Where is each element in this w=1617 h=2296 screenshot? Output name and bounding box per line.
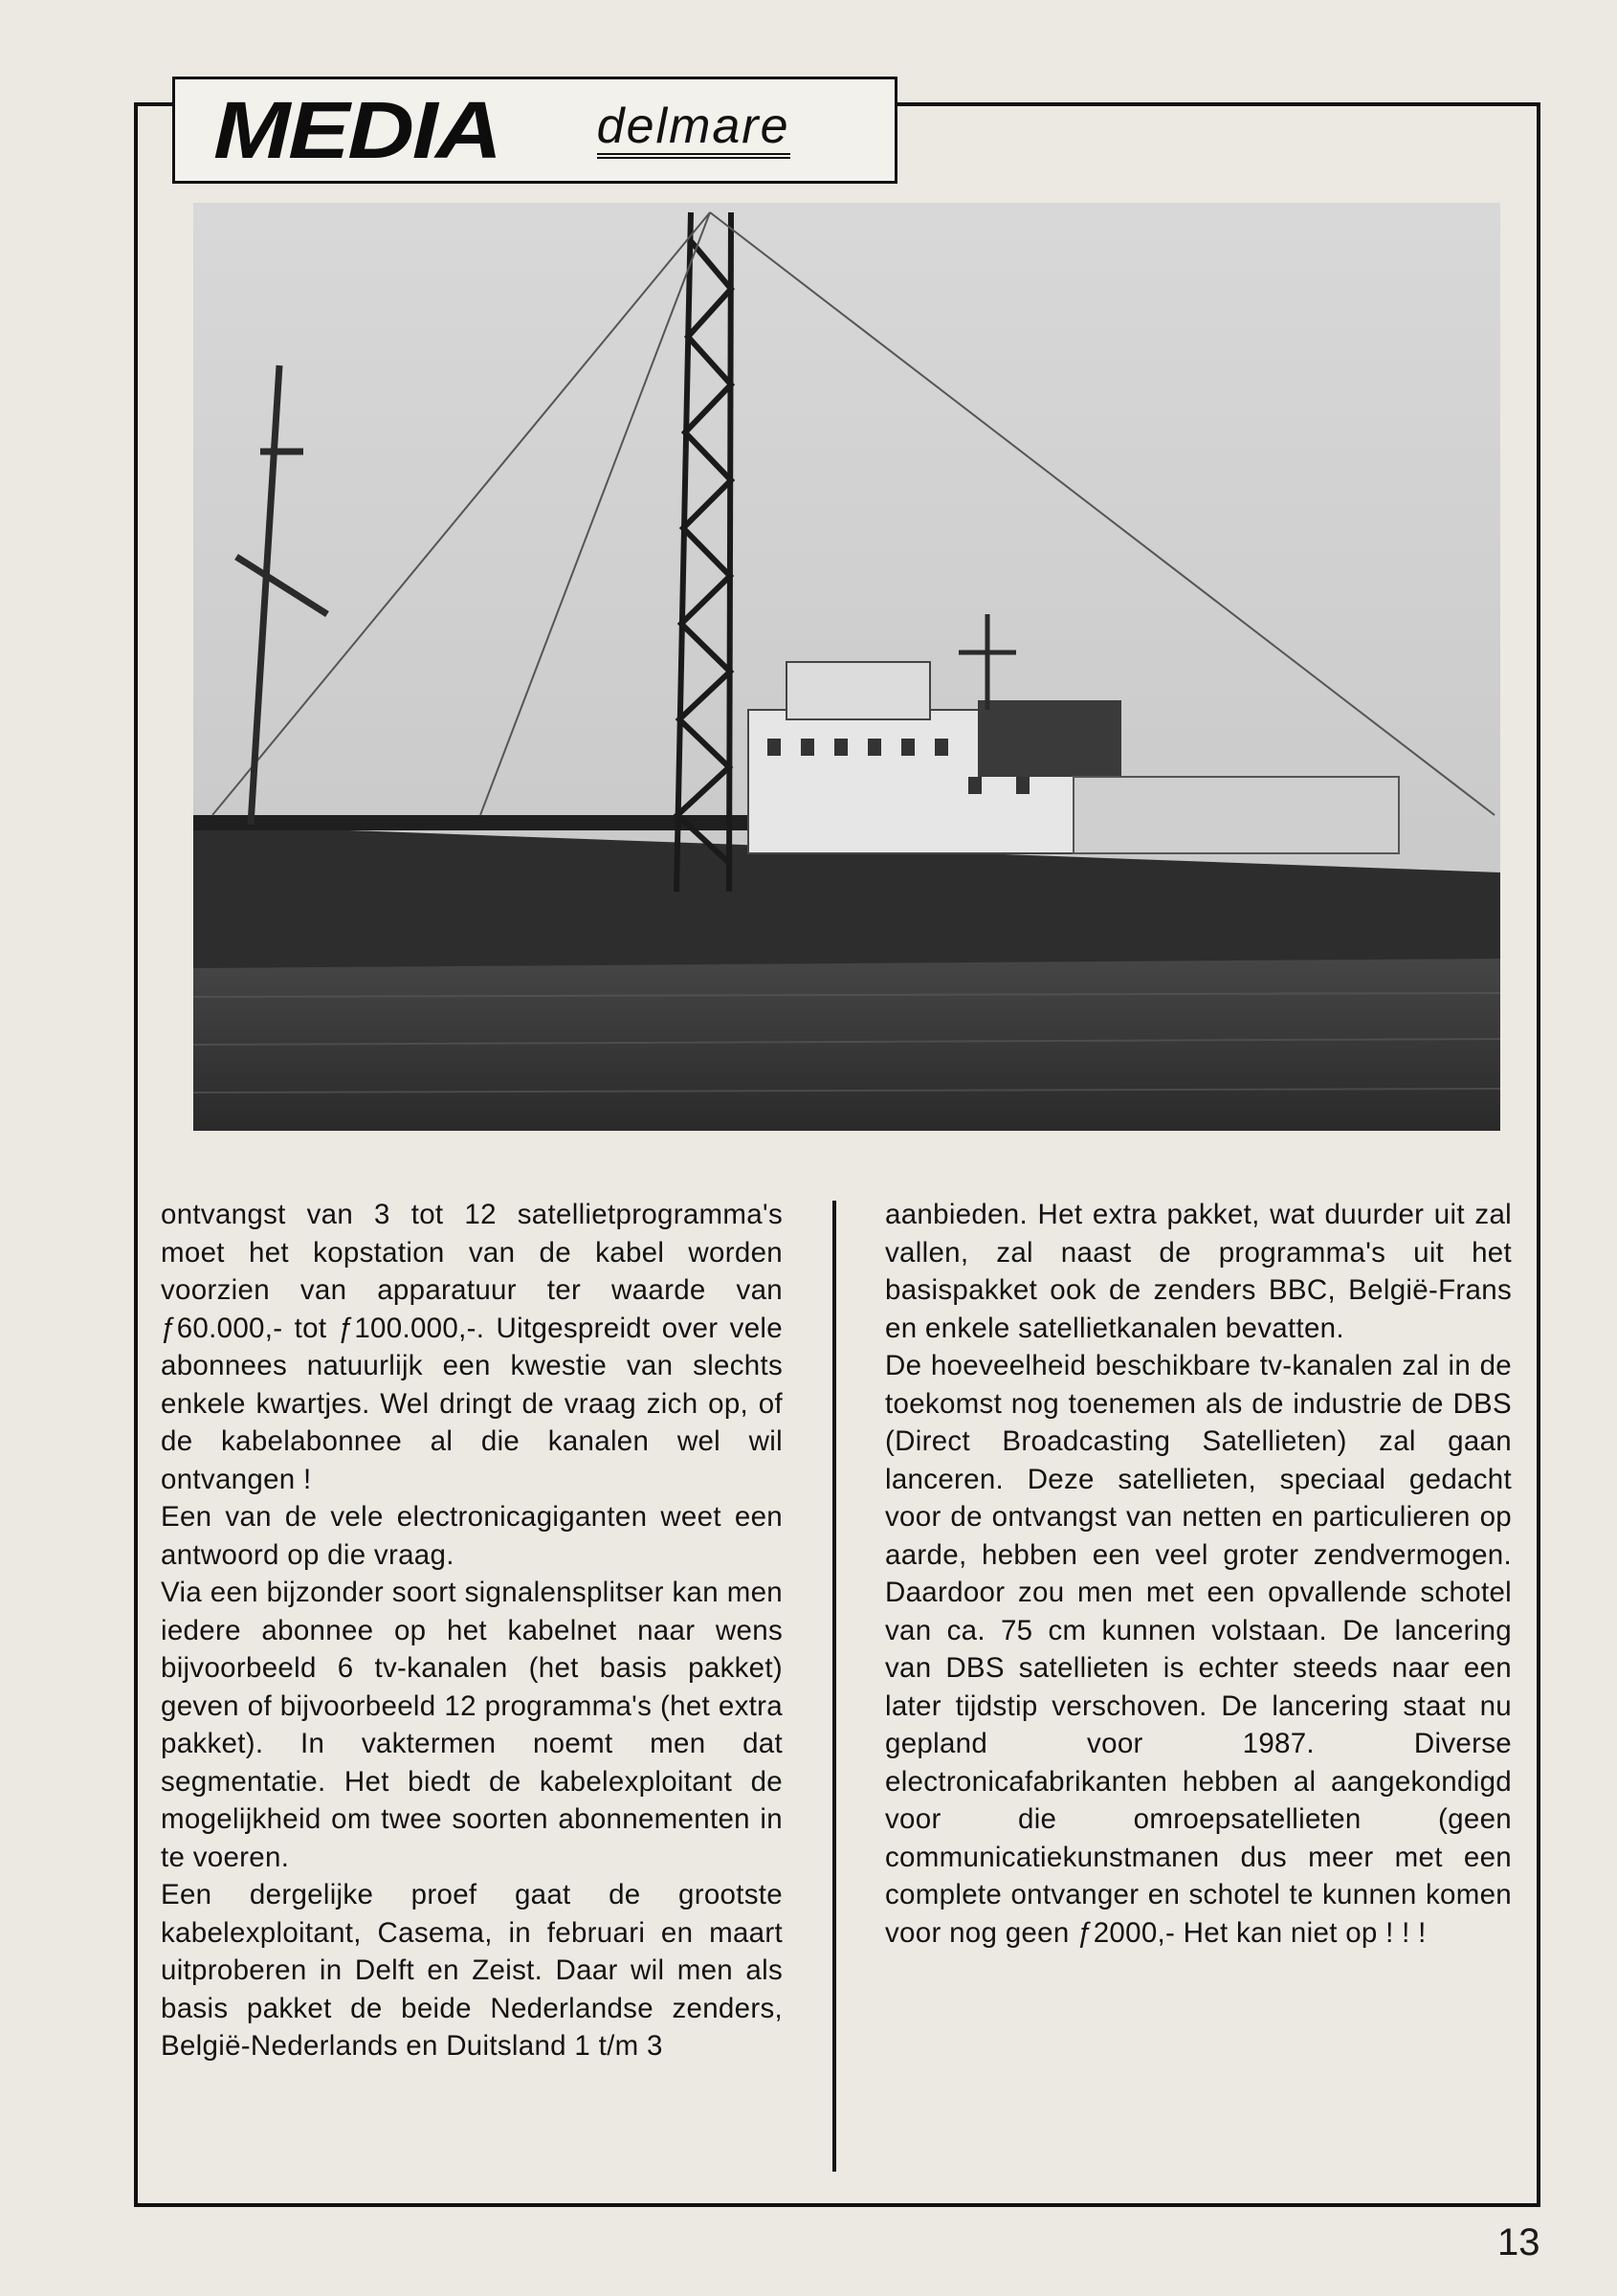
article-column-right bbox=[885, 1196, 1512, 1952]
paragraph: ontvangst van 3 tot 12 satellietprogramma's moet het kopstation van de kabel worden voorzien van apparatuur ter waarde van ƒ60.000,- tot ƒ100.000,-. Uitgespreidt over vele abonnees natuurlijk een kwestie van slechts enkele kwartjes. Wel dringt de vraag zich op, of de kabelabonnee al die kanalen wel wil ontvangen ! bbox=[161, 1199, 783, 1495]
paragraph: aanbieden. Het extra pakket, wat duurder uit zal vallen, zal naast de programma's uit het basispakket ook de zenders BBC, België-Frans en enkele satellietkanalen bevatten. bbox=[885, 1199, 1512, 1344]
page-number: 13 bbox=[1497, 2221, 1540, 2263]
masthead-title: MEDIA bbox=[213, 85, 500, 175]
masthead-subtitle: delmare bbox=[597, 101, 790, 159]
paragraph: Een van de vele electronicagiganten weet een antwoord op die vraag. bbox=[161, 1501, 783, 1571]
article-column-left bbox=[161, 1196, 783, 2065]
paragraph: De hoeveelheid beschikbare tv-kanalen zal in de toekomst nog toenemen als de industrie de DBS (Direct Broadcasting Satellieten) zal gaan lanceren. Deze satellieten, speciaal gedacht voor de ontvangst van netten en particulieren op aarde, hebben een veel groter zendvermogen. Daardoor zou men met een opvallende schotel van ca. 75 cm kunnen volstaan. De lancering van DBS satellieten is echter steeds naar een later tijdstip verschoven. De lancering staat nu gepland voor 1987. Diverse electronicafabrikanten hebben al aangekondigd voor die omroepsatellieten (geen communicatiekunstmanen dus meer met een complete ontvanger en schotel te kunnen komen voor nog geen ƒ2000,- Het kan niet op ! ! ! bbox=[885, 1350, 1512, 1949]
column-divider bbox=[832, 1201, 836, 2172]
paragraph: Een dergelijke proef gaat de grootste kabelexploitant, Casema, in februari en maart uitproberen in Delft en Zeist. Daar wil men als basis pakket de beide Nederlandse zenders, België-Nederlands en Duitsland 1 t/m 3 bbox=[161, 1879, 783, 2062]
masthead bbox=[172, 77, 897, 184]
paragraph: Via een bijzonder soort signalensplitser kan men iedere abonnee op het kabelnet naar wens bijvoorbeeld 6 tv-kanalen (het basis pakket) geven of bijvoorbeeld 12 programma's (het extra pakket). In vaktermen noemt men dat segmentatie. Het biedt de kabelexploitant de mogelijkheid om twee soorten abonnementen in te voeren. bbox=[161, 1577, 783, 1873]
ship-photo bbox=[193, 203, 1500, 1131]
